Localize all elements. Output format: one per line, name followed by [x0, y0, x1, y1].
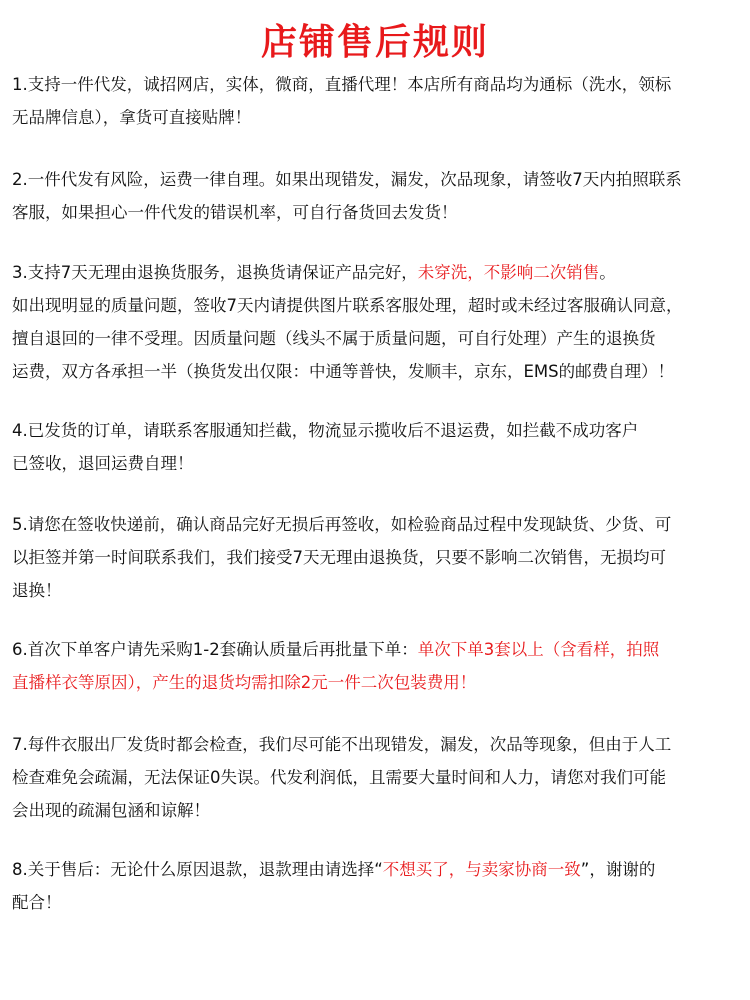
rule-line: [12, 794, 742, 827]
rule-text: 客服，如果担心一件代发的错误机率，可自行备货回去发货！: [12, 203, 458, 222]
page-title: 店铺售后规则: [260, 22, 489, 63]
rule-text: 3.支持7天无理由退换货服务，退换货请保证产品完好，: [12, 263, 418, 282]
rule-paragraph-5: [12, 508, 742, 607]
rule-text: 4.已发货的订单，请联系客服通知拦截，物流显示揽收后不退运费，如拦截不成功客户: [12, 421, 639, 440]
rule-line: [12, 853, 742, 886]
rule-paragraph-1: [12, 68, 742, 134]
rule-text: 7.每件衣服出厂发货时都会检查，我们尽可能不出现错发，漏发，次品等现象，但由于人工: [12, 735, 672, 754]
rule-line: [12, 574, 742, 607]
rule-text: 已签收，退回运费自理！: [12, 454, 194, 473]
rule-line: [12, 322, 742, 355]
highlighted-text: 未穿洗，不影响二次销售: [417, 263, 600, 282]
rule-line: [12, 355, 742, 388]
rule-text: 1.支持一件代发，诚招网店，实体，微商，直播代理！本店所有商品均为通标（洗水，领标: [12, 75, 672, 94]
rule-line: [12, 761, 742, 794]
rule-paragraph-4: [12, 414, 742, 480]
rule-text: 以拒签并第一时间联系我们，我们接受7天无理由退换货，只要不影响二次销售，无损均可: [12, 548, 666, 567]
rule-line: [12, 289, 742, 322]
rule-line: [12, 256, 742, 289]
rule-paragraph-2: [12, 163, 742, 229]
rule-line: [12, 541, 742, 574]
rule-text: 2.一件代发有风险，运费一律自理。如果出现错发，漏发，次品现象，请签收7天内拍照联系: [12, 170, 682, 189]
rule-text: 会出现的疏漏包涵和谅解！: [12, 801, 210, 820]
highlighted-text: 单次下单3套以上（含看样，拍照: [417, 640, 660, 659]
highlighted-text: 不想买了，与卖家协商一致: [382, 860, 581, 879]
rule-text: 5.请您在签收快递前，确认商品完好无损后再签收，如检验商品过程中发现缺货、少货、可: [12, 515, 672, 534]
rule-paragraph-6: [12, 633, 742, 699]
highlighted-text: 直播样衣等原因），产生的退货均需扣除2元一件二次包装费用！: [12, 673, 477, 692]
rule-text: 检查难免会疏漏，无法保证0失误。代发利润低，且需要大量时间和人力，请您对我们可能: [12, 768, 666, 787]
rule-line: [12, 196, 742, 229]
rule-text: 如出现明显的质量问题，签收7天内请提供图片联系客服处理，超时或未经过客服确认同意，: [12, 296, 683, 315]
rule-line: [12, 633, 742, 666]
rule-paragraph-3: [12, 256, 742, 388]
rule-text: 。: [599, 263, 616, 282]
rule-text: 配合！: [12, 893, 62, 912]
rule-line: [12, 666, 742, 699]
rule-line: [12, 886, 742, 919]
rule-line: [12, 447, 742, 480]
rule-line: [12, 163, 742, 196]
rule-line: [12, 728, 742, 761]
rule-text: 擅自退回的一律不受理。因质量问题（线头不属于质量问题，可自行处理）产生的退换货: [12, 329, 656, 348]
rule-line: [12, 68, 742, 101]
rule-paragraph-8: [12, 853, 742, 919]
rule-paragraph-7: [12, 728, 742, 827]
rule-line: [12, 508, 742, 541]
rule-text: 运费，双方各承担一半（换货发出仅限：中通等普快，发顺丰，京东，EMS的邮费自理）！: [12, 362, 675, 381]
rule-text: ”，谢谢的: [580, 860, 656, 879]
rule-line: [12, 101, 742, 134]
rule-text: 退换！: [12, 581, 62, 600]
rule-line: [12, 414, 742, 447]
rule-text: 无品牌信息），拿货可直接贴牌！: [12, 108, 252, 127]
rule-text: 6.首次下单客户请先采购1-2套确认质量后再批量下单：: [12, 640, 418, 659]
rule-text: 8.关于售后：无论什么原因退款，退款理由请选择“: [12, 860, 383, 879]
